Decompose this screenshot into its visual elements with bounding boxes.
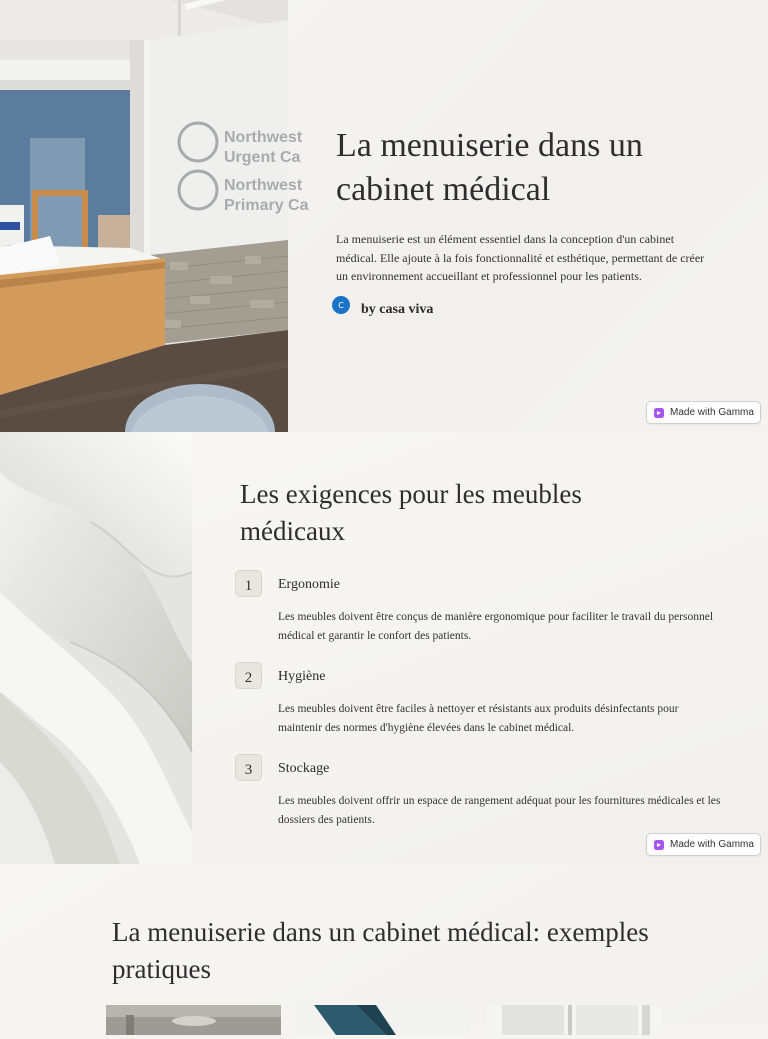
slide-intro xyxy=(0,0,768,432)
wall-sign-line-4: Primary Ca xyxy=(224,197,309,214)
intro-description: La menuiserie est un élément essentiel dans la conception d'un cabinet médical. Elle ajoute à la fois fonctionnalité et esthétique, permettant de créer un environnement accueillant et professionnel pour les patients. xyxy=(336,232,705,283)
requirement-number: 2 xyxy=(235,662,262,689)
slide-examples xyxy=(0,864,768,1024)
badge-label: Made with Gamma xyxy=(670,839,754,850)
made-with-gamma-badge[interactable] xyxy=(646,833,761,856)
requirement-description: Les meubles doivent être conçus de manière ergonomique pour faciliter le travail du personnel médical et garantir le confort des patients. xyxy=(278,611,714,642)
requirement-number: 3 xyxy=(235,754,262,781)
author-byline[interactable] xyxy=(332,294,433,318)
badge-label: Made with Gamma xyxy=(670,407,754,418)
requirement-title: Ergonomie xyxy=(278,577,340,592)
example-card-image xyxy=(486,1005,661,1035)
examples-title: La menuiserie dans un cabinet médical: exemples pratiques xyxy=(112,917,649,984)
page-title: La menuiserie dans un cabinet médical xyxy=(336,127,643,208)
example-card-image xyxy=(296,1005,471,1035)
example-card-image xyxy=(106,1005,281,1035)
author-name[interactable]: by casa viva xyxy=(361,302,434,317)
requirement-description: Les meubles doivent être faciles à nettoyer et résistants aux produits désinfectants pour maintenir des normes d'hygiène élevées dans le cabinet médical. xyxy=(278,703,679,734)
requirement-number: 1 xyxy=(235,570,262,597)
reception-desk-photo xyxy=(0,0,309,432)
wall-sign-line-2: Urgent Ca xyxy=(224,149,301,166)
abstract-waves-image xyxy=(0,432,192,864)
requirement-title: Hygiène xyxy=(278,669,326,684)
requirements-title: Les exigences pour les meubles médicaux xyxy=(240,479,582,546)
wall-sign-line-3: Northwest xyxy=(224,177,303,194)
slide-requirements xyxy=(0,432,768,864)
avatar[interactable]: C xyxy=(332,296,350,314)
requirement-title: Stockage xyxy=(278,761,330,776)
gamma-logo-icon xyxy=(654,408,664,418)
wall-sign-line-1: Northwest xyxy=(224,129,303,146)
gamma-logo-icon xyxy=(654,840,664,850)
made-with-gamma-badge[interactable] xyxy=(646,401,761,424)
requirement-description: Les meubles doivent offrir un espace de rangement adéquat pour les fournitures médicales et les dossiers des patients. xyxy=(278,795,721,826)
